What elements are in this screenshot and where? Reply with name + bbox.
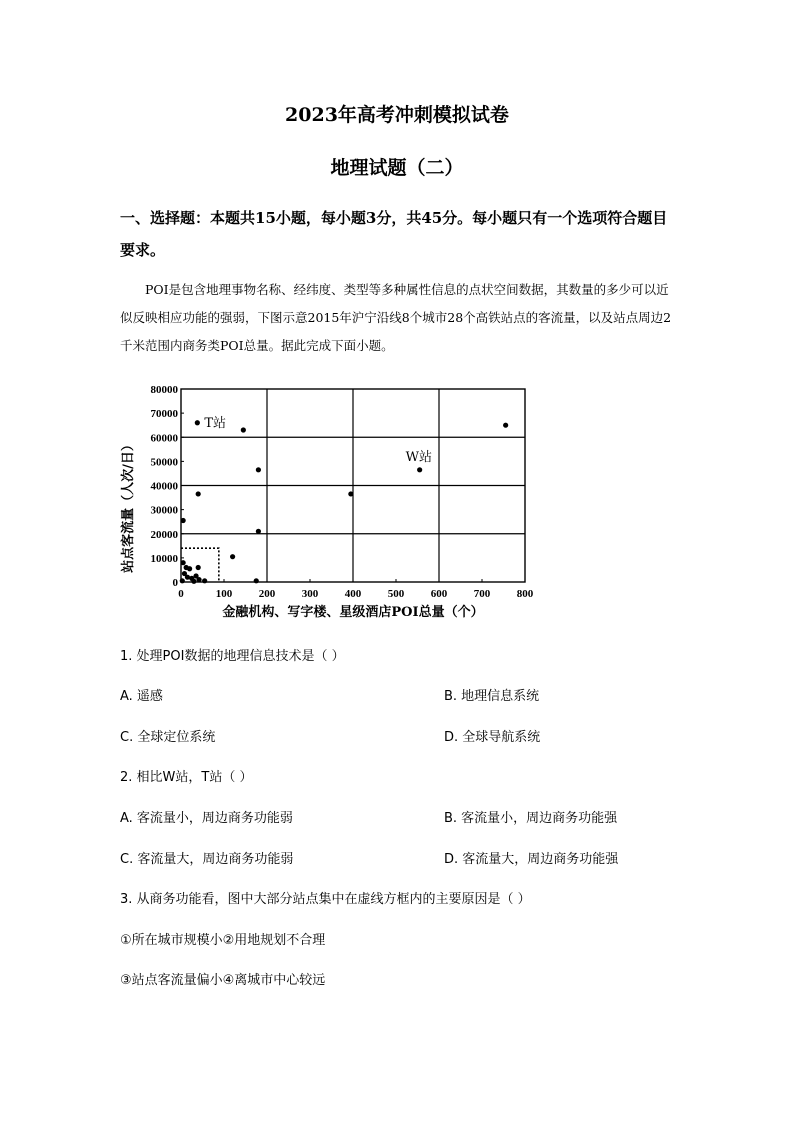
w-station-label: W站 [405,449,433,465]
question-2-option-b[interactable]: B. 客流量小，周边商务功能强 [444,811,618,826]
data-point [202,578,207,583]
data-point [256,529,261,534]
section-heading: 一、选择题：本题共15小题，每小题3分，共45分。每小题只有一个选项符合题目要求。 [120,209,668,259]
y-tick-label: 70000 [150,408,178,421]
data-point [196,577,201,582]
question-3-line-1: ①所在城市规模小②用地规划不合理 [120,933,326,948]
question-1-option-b[interactable]: B. 地理信息系统 [444,689,540,704]
data-point [187,566,192,571]
data-point [241,427,246,432]
t-station-label: T站 [204,415,227,431]
y-tick-label: 50000 [150,456,178,469]
question-2-option-c[interactable]: C. 客流量大，周边商务功能弱 [120,852,294,867]
y-axis-label: 站点客流量（人次/日） [121,438,136,573]
question-2-option-d[interactable]: D. 客流量大，周边商务功能强 [444,852,619,867]
y-tick-label: 10000 [150,552,178,565]
question-3-stem: 3. 从商务功能看，图中大部分站点集中在虚线方框内的主要原因是（ ） [120,892,531,907]
y-tick-label: 30000 [150,504,178,517]
y-tick-label: 80000 [150,384,178,396]
data-point [254,578,259,583]
question-1-option-d[interactable]: D. 全球导航系统 [444,730,541,745]
question-1-option-c[interactable]: C. 全球定位系统 [120,730,216,745]
data-point [191,579,196,584]
data-point [196,565,201,570]
data-point [196,491,201,496]
y-tick-label: 60000 [150,432,178,445]
x-tick-label: 800 [516,588,534,600]
question-1-stem: 1. 处理POI数据的地理信息技术是（ ） [120,649,345,664]
data-point [180,578,185,583]
question-2-stem: 2. 相比W站，T站（ ） [120,770,253,785]
data-point [503,423,508,428]
y-tick-label: 0 [172,577,178,589]
question-2-option-a[interactable]: A. 客流量小，周边商务功能弱 [120,811,293,826]
x-tick-label: 600 [430,588,448,600]
scatter-chart [115,380,535,625]
x-tick-label: 100 [215,588,233,600]
x-tick-label: 500 [387,588,405,600]
x-tick-label: 0 [178,588,184,600]
data-point [195,420,200,425]
x-tick-label: 400 [344,588,362,600]
data-point [181,518,186,523]
y-tick-label: 40000 [150,480,178,493]
x-tick-label: 300 [301,588,319,600]
y-tick-label: 20000 [150,528,178,541]
question-3-line-2: ③站点客流量偏小④离城市中心较远 [120,973,326,988]
data-point [181,560,186,565]
question-1-option-a[interactable]: A. 遥感 [120,689,163,704]
data-point [348,491,353,496]
x-axis-label: 金融机构、写字楼、星级酒店POI总量（个） [222,605,484,620]
x-tick-label: 200 [258,588,276,600]
x-tick-label: 700 [473,588,491,600]
exam-title: 2023年高考冲刺模拟试卷 [285,104,509,126]
data-point [256,467,261,472]
data-point [417,467,422,472]
data-point [230,554,235,559]
intro-paragraph: POI是包含地理事物名称、经纬度、类型等多种属性信息的点状空间数据，其数量的多少可以近似反映相应功能的强弱，下图示意2015年沪宁沿线8个城市28个高铁站点的客流量，以及站点周边2千米范围内商务类POI总量。据此完成下面小题。 [120,282,672,353]
subject-title: 地理试题（二） [330,157,464,179]
